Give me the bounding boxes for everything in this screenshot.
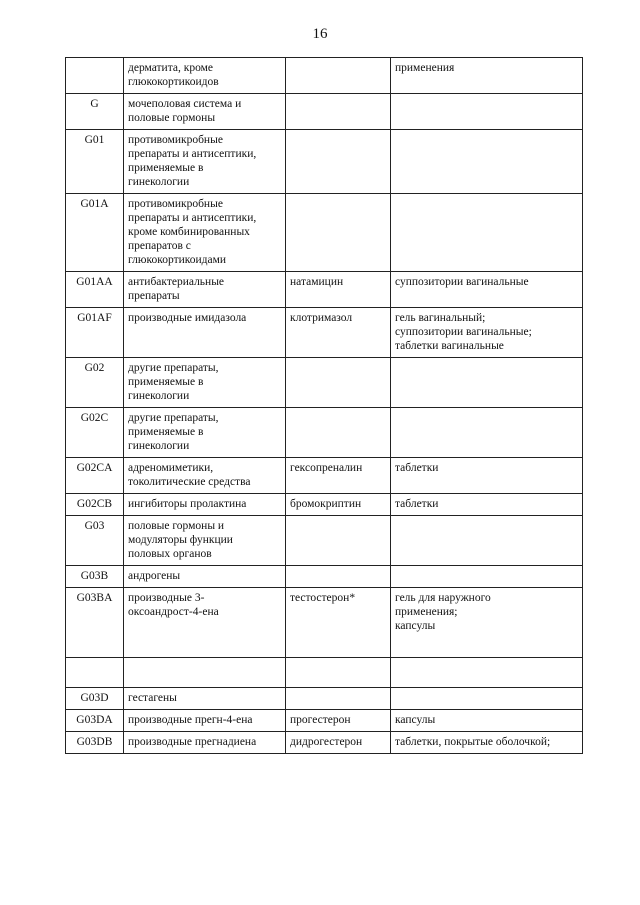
drug-name-cell	[286, 494, 391, 516]
drug-name-cell	[286, 58, 391, 94]
cell-line: половые гормоны и	[128, 520, 225, 532]
cell-line: гинекологии	[128, 440, 190, 452]
atc-code-cell: G	[66, 94, 124, 130]
atc-code-cell: G01AF	[66, 308, 124, 358]
cell-line: адреномиметики,	[128, 462, 214, 474]
group-name-cell	[124, 688, 286, 710]
cell-line: капсулы	[395, 620, 436, 632]
cell-line: андрогены	[128, 570, 181, 582]
cell-line: антибактериальные	[128, 276, 225, 288]
cell-line: применяемые в	[128, 426, 204, 438]
dosage-form-cell	[391, 688, 583, 710]
cell-line: оксоандрост-4-ена	[128, 606, 219, 618]
cell-line: препаратов с	[128, 240, 191, 252]
dosage-form-cell	[391, 272, 583, 308]
table-row	[66, 308, 583, 358]
drug-name-cell	[286, 658, 391, 688]
group-name-cell	[124, 458, 286, 494]
group-name-cell	[124, 130, 286, 194]
cell-line: ингибиторы пролактина	[128, 498, 247, 510]
group-name-cell	[124, 494, 286, 516]
drug-name-cell	[286, 94, 391, 130]
cell-line: капсулы	[395, 714, 436, 726]
dosage-form-cell	[391, 588, 583, 658]
cell-line: гестагены	[128, 692, 177, 704]
atc-code-cell	[66, 58, 124, 94]
dosage-form-cell	[391, 58, 583, 94]
group-name-cell	[124, 272, 286, 308]
drug-name-cell	[286, 272, 391, 308]
cell-line: гексопреналин	[290, 462, 363, 474]
atc-code-cell: G03BA	[66, 588, 124, 658]
drug-name-cell	[286, 358, 391, 408]
cell-line: половых органов	[128, 548, 212, 560]
atc-code-cell: G03	[66, 516, 124, 566]
table-row	[66, 588, 583, 658]
cell-line: модуляторы функции	[128, 534, 233, 546]
cell-line: таблетки вагинальные	[395, 340, 504, 352]
drug-name-cell	[286, 566, 391, 588]
cell-line: противомикробные	[128, 134, 223, 146]
drug-name-cell	[286, 710, 391, 732]
group-name-cell	[124, 358, 286, 408]
atc-code-cell: G03D	[66, 688, 124, 710]
cell-line: препараты и антисептики,	[128, 148, 257, 160]
cell-line: применения;	[395, 606, 458, 618]
dosage-form-cell	[391, 358, 583, 408]
cell-line: глюкокортикоидов	[128, 76, 219, 88]
cell-line: препараты	[128, 290, 180, 302]
table-row	[66, 566, 583, 588]
drug-name-cell	[286, 130, 391, 194]
atc-code-cell: G02	[66, 358, 124, 408]
cell-line: таблетки, покрытые оболочкой;	[395, 736, 551, 748]
dosage-form-cell	[391, 130, 583, 194]
cell-line: применяемые в	[128, 162, 204, 174]
cell-line: прогестерон	[290, 714, 351, 726]
cell-line: суппозитории вагинальные	[395, 276, 529, 288]
table-row	[66, 658, 583, 688]
group-name-cell	[124, 308, 286, 358]
table-row	[66, 732, 583, 754]
cell-line: мочеполовая система и	[128, 98, 242, 110]
cell-line: натамицин	[290, 276, 344, 288]
table-row	[66, 94, 583, 130]
drug-classification-table	[65, 57, 583, 754]
table-row	[66, 688, 583, 710]
atc-code-cell	[66, 658, 124, 688]
group-name-cell	[124, 732, 286, 754]
drug-name-cell	[286, 516, 391, 566]
cell-line: противомикробные	[128, 198, 223, 210]
atc-code-cell: G03B	[66, 566, 124, 588]
cell-line: производные прегнадиена	[128, 736, 257, 748]
dosage-form-cell	[391, 194, 583, 272]
cell-line: другие препараты,	[128, 412, 219, 424]
dosage-form-cell	[391, 94, 583, 130]
cell-line: бромокриптин	[290, 498, 362, 510]
atc-code-cell: G02CA	[66, 458, 124, 494]
group-name-cell	[124, 516, 286, 566]
cell-line: производные имидазола	[128, 312, 247, 324]
cell-line: клотримазол	[290, 312, 353, 324]
table-row	[66, 130, 583, 194]
drug-name-cell	[286, 458, 391, 494]
group-name-cell	[124, 194, 286, 272]
drug-name-cell	[286, 194, 391, 272]
cell-line: гинекологии	[128, 390, 190, 402]
dosage-form-cell	[391, 516, 583, 566]
atc-code-cell: G01A	[66, 194, 124, 272]
page-number: 16	[312, 26, 328, 42]
cell-line: половые гормоны	[128, 112, 216, 124]
dosage-form-cell	[391, 408, 583, 458]
atc-code-cell: G03DB	[66, 732, 124, 754]
cell-line: производные 3-	[128, 592, 205, 604]
drug-name-cell	[286, 588, 391, 658]
atc-code-cell: G03DA	[66, 710, 124, 732]
dosage-form-cell	[391, 732, 583, 754]
cell-line: дерматита, кроме	[128, 62, 213, 74]
atc-code-cell: G01AA	[66, 272, 124, 308]
atc-code-cell: G02C	[66, 408, 124, 458]
dosage-form-cell	[391, 494, 583, 516]
cell-line: таблетки	[395, 498, 439, 510]
cell-line: другие препараты,	[128, 362, 219, 374]
group-name-cell	[124, 566, 286, 588]
cell-line: применения	[395, 62, 455, 74]
cell-line: тестостерон*	[290, 592, 356, 604]
dosage-form-cell	[391, 458, 583, 494]
dosage-form-cell	[391, 308, 583, 358]
dosage-form-cell	[391, 710, 583, 732]
drug-name-cell	[286, 308, 391, 358]
cell-line: препараты и антисептики,	[128, 212, 257, 224]
dosage-form-cell	[391, 566, 583, 588]
cell-line: таблетки	[395, 462, 439, 474]
group-name-cell	[124, 658, 286, 688]
cell-line: токолитические средства	[128, 476, 251, 488]
table-row	[66, 358, 583, 408]
table-row	[66, 458, 583, 494]
cell-line: глюкокортикоидами	[128, 254, 227, 266]
cell-line: применяемые в	[128, 376, 204, 388]
table-row	[66, 710, 583, 732]
group-name-cell	[124, 408, 286, 458]
drug-name-cell	[286, 732, 391, 754]
cell-line: кроме комбинированных	[128, 226, 250, 238]
atc-code-cell: G01	[66, 130, 124, 194]
table-row	[66, 408, 583, 458]
cell-line: гель для наружного	[395, 592, 491, 604]
drug-name-cell	[286, 408, 391, 458]
table-row	[66, 194, 583, 272]
cell-line: гель вагинальный;	[395, 312, 486, 324]
cell-line: гинекологии	[128, 176, 190, 188]
drug-name-cell	[286, 688, 391, 710]
table-row	[66, 494, 583, 516]
cell-line: производные прегн-4-ена	[128, 714, 253, 726]
dosage-form-cell	[391, 658, 583, 688]
atc-code-cell: G02CB	[66, 494, 124, 516]
cell-line: дидрогестерон	[290, 736, 363, 748]
group-name-cell	[124, 94, 286, 130]
cell-line: суппозитории вагинальные;	[395, 326, 532, 338]
group-name-cell	[124, 588, 286, 658]
table-row	[66, 516, 583, 566]
table-row	[66, 58, 583, 94]
group-name-cell	[124, 710, 286, 732]
group-name-cell	[124, 58, 286, 94]
table-row	[66, 272, 583, 308]
